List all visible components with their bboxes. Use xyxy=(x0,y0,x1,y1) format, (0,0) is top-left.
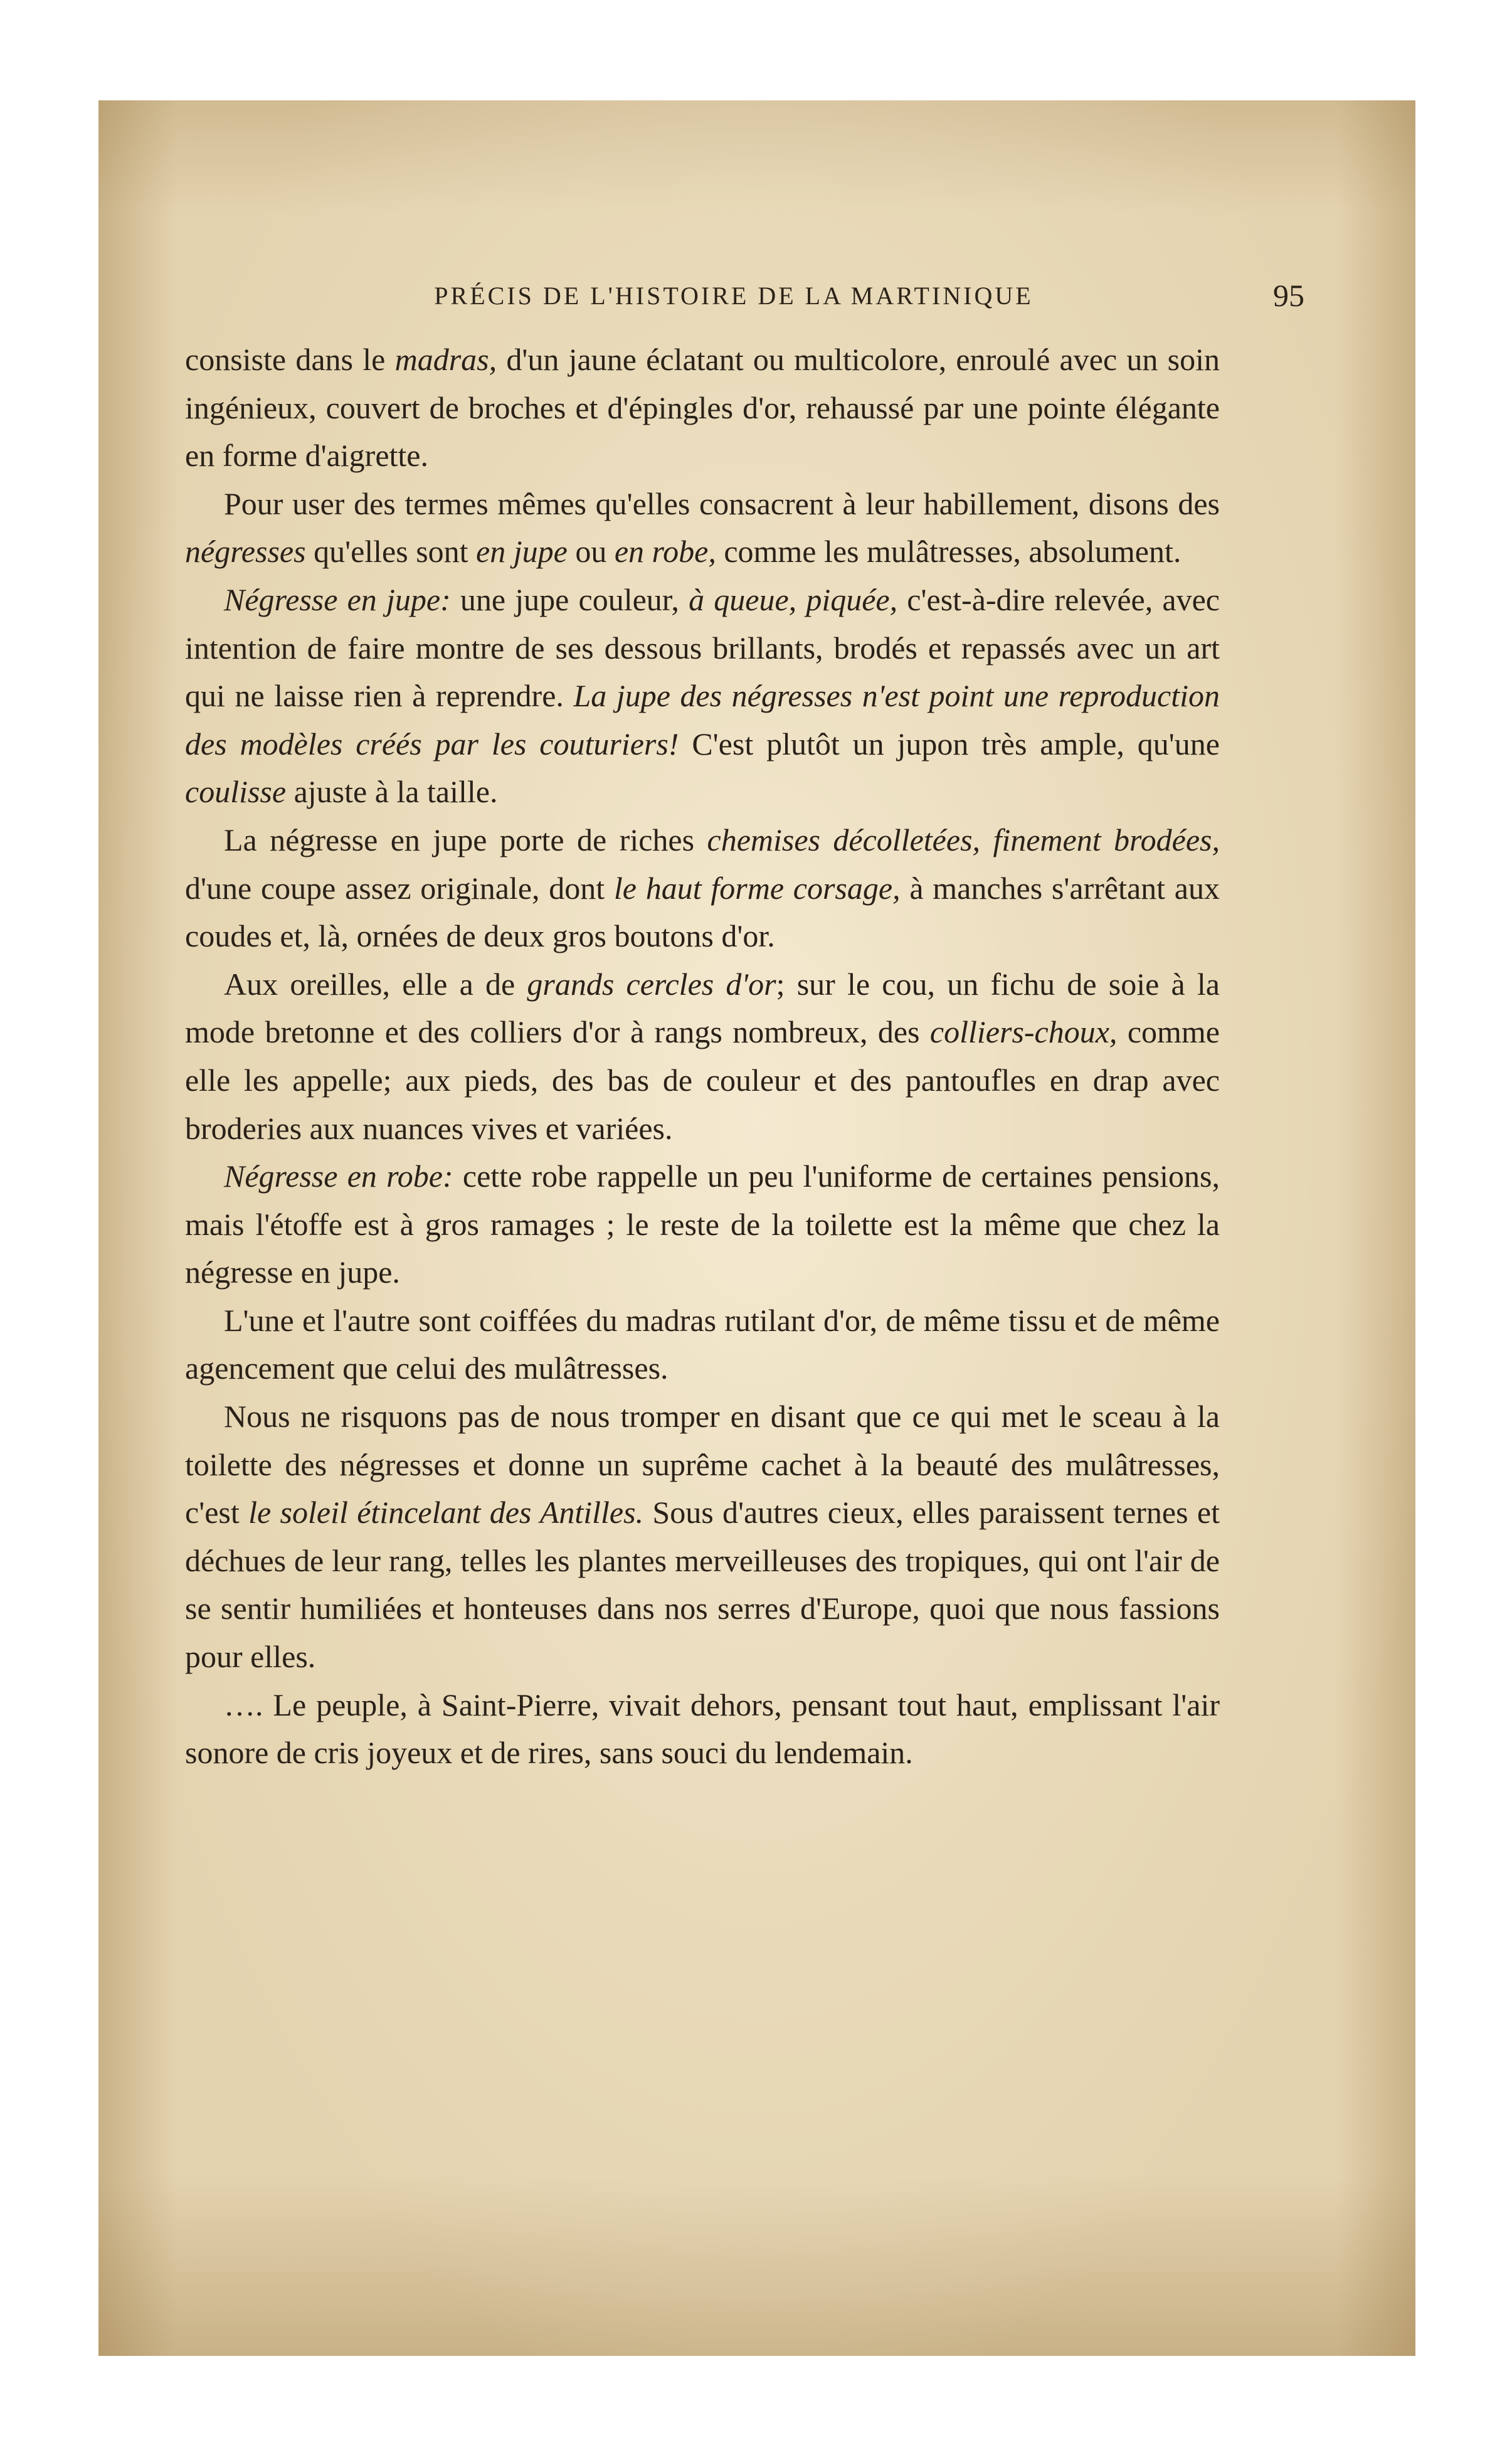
paragraph xyxy=(185,816,1220,960)
text-run: ou xyxy=(567,534,615,570)
italic-text: madras, xyxy=(394,342,497,377)
text-run: cette robe rappelle un peu l'uniforme de certaines pensions, mais l'étoffe est à gros ramages ; le reste de la toilette est la même que chez la négresse en jupe. xyxy=(185,1159,1220,1290)
text-run: une jupe couleur, xyxy=(450,581,689,617)
body-text xyxy=(185,336,1220,1777)
italic-text: négresses xyxy=(185,534,306,570)
paragraph xyxy=(185,1392,1220,1681)
italic-text: grands cercles d'or xyxy=(527,966,776,1002)
paragraph xyxy=(185,336,1220,480)
page-header xyxy=(232,278,1304,319)
text-run: qu'elles sont xyxy=(305,534,477,570)
italic-text: chemises décolletées, finement brodées, xyxy=(707,822,1220,857)
italic-text: colliers-choux, xyxy=(929,1014,1118,1050)
running-title: PRÉCIS DE L'HISTOIRE DE LA MARTINIQUE xyxy=(434,282,1034,310)
text-run: Nous ne risquons pas de nous tromper en disant que ce qui met le sceau à la toilette des négresses et donne un suprême cachet à la beauté des mulâtresses, c'est xyxy=(185,1399,1220,1530)
italic-text: coulisse xyxy=(185,774,287,810)
text-run: d'un jaune éclatant ou multicolore, enroulé avec un soin ingénieux, couvert de broches et d'épingles d'or, rehaussé par une pointe élégante en forme d'aigrette. xyxy=(185,342,1220,474)
text-run: ajuste à la taille. xyxy=(286,774,498,810)
italic-text: La jupe des négresses n'est point une reproduction des modèles créés par les couturiers! xyxy=(185,678,1220,761)
italic-text: le haut forme corsage, xyxy=(613,870,901,906)
paragraph xyxy=(185,1681,1220,1777)
text-run: Aux oreilles, elle a de xyxy=(224,966,527,1002)
paragraph xyxy=(185,576,1220,816)
italic-text: en jupe xyxy=(476,534,568,570)
text-run: Sous d'autres cieux, elles paraissent ternes et déchues de leur rang, telles les plantes merveilleuses des tropiques, qui ont l'air de se sentir humiliées et honteuses dans nos serres d'Europe, quoi que nous fassions pour elles. xyxy=(185,1495,1220,1675)
paragraph xyxy=(185,1152,1220,1297)
text-run: L'une et l'autre sont coiffées du madras rutilant d'or, de même tissu et de même agencement que celui des mulâtresses. xyxy=(185,1302,1220,1386)
italic-text: Négresse en jupe: xyxy=(224,581,451,617)
text-run: ; sur le cou, un fichu de soie à la mode bretonne et des colliers d'or à rangs nombreux, des xyxy=(185,966,1220,1050)
text-run: C'est plutôt un jupon très ample, qu'une xyxy=(679,726,1220,761)
text-run: c'est-à-dire relevée, avec intention de faire montre de ses dessous brillants, brodés et repassés avec un art qui ne laisse rien à reprendre. xyxy=(185,581,1220,714)
text-run: consiste dans le xyxy=(185,342,395,377)
text-run: …. Le peuple, à Saint-Pierre, vivait dehors, pensant tout haut, emplissant l'air sonore de cris joyeux et de rires, sans souci du lendemain. xyxy=(185,1687,1220,1771)
paragraph xyxy=(185,1297,1220,1392)
paragraph xyxy=(185,480,1220,576)
text-run: d'une coupe assez originale, dont xyxy=(185,870,614,906)
text-run: La négresse en jupe porte de riches xyxy=(224,822,707,857)
italic-text: le soleil étincelant des Antilles. xyxy=(248,1495,644,1530)
text-run: à manches s'arrêtant aux coudes et, là, ornées de deux gros boutons d'or. xyxy=(185,870,1220,954)
text-run: comme les mulâtresses, absolument. xyxy=(716,534,1182,570)
page-number: 95 xyxy=(1273,278,1304,313)
italic-text: à queue, piquée, xyxy=(689,581,898,617)
italic-text: en robe, xyxy=(614,534,716,570)
paragraph xyxy=(185,960,1220,1152)
text-run: comme elle les appelle; aux pieds, des bas de couleur et des pantoufles en drap avec broderies aux nuances vives et variées. xyxy=(185,1014,1220,1146)
text-run: Pour user des termes mêmes qu'elles consacrent à leur habillement, disons des xyxy=(224,485,1220,521)
italic-text: Négresse en robe: xyxy=(224,1159,453,1194)
